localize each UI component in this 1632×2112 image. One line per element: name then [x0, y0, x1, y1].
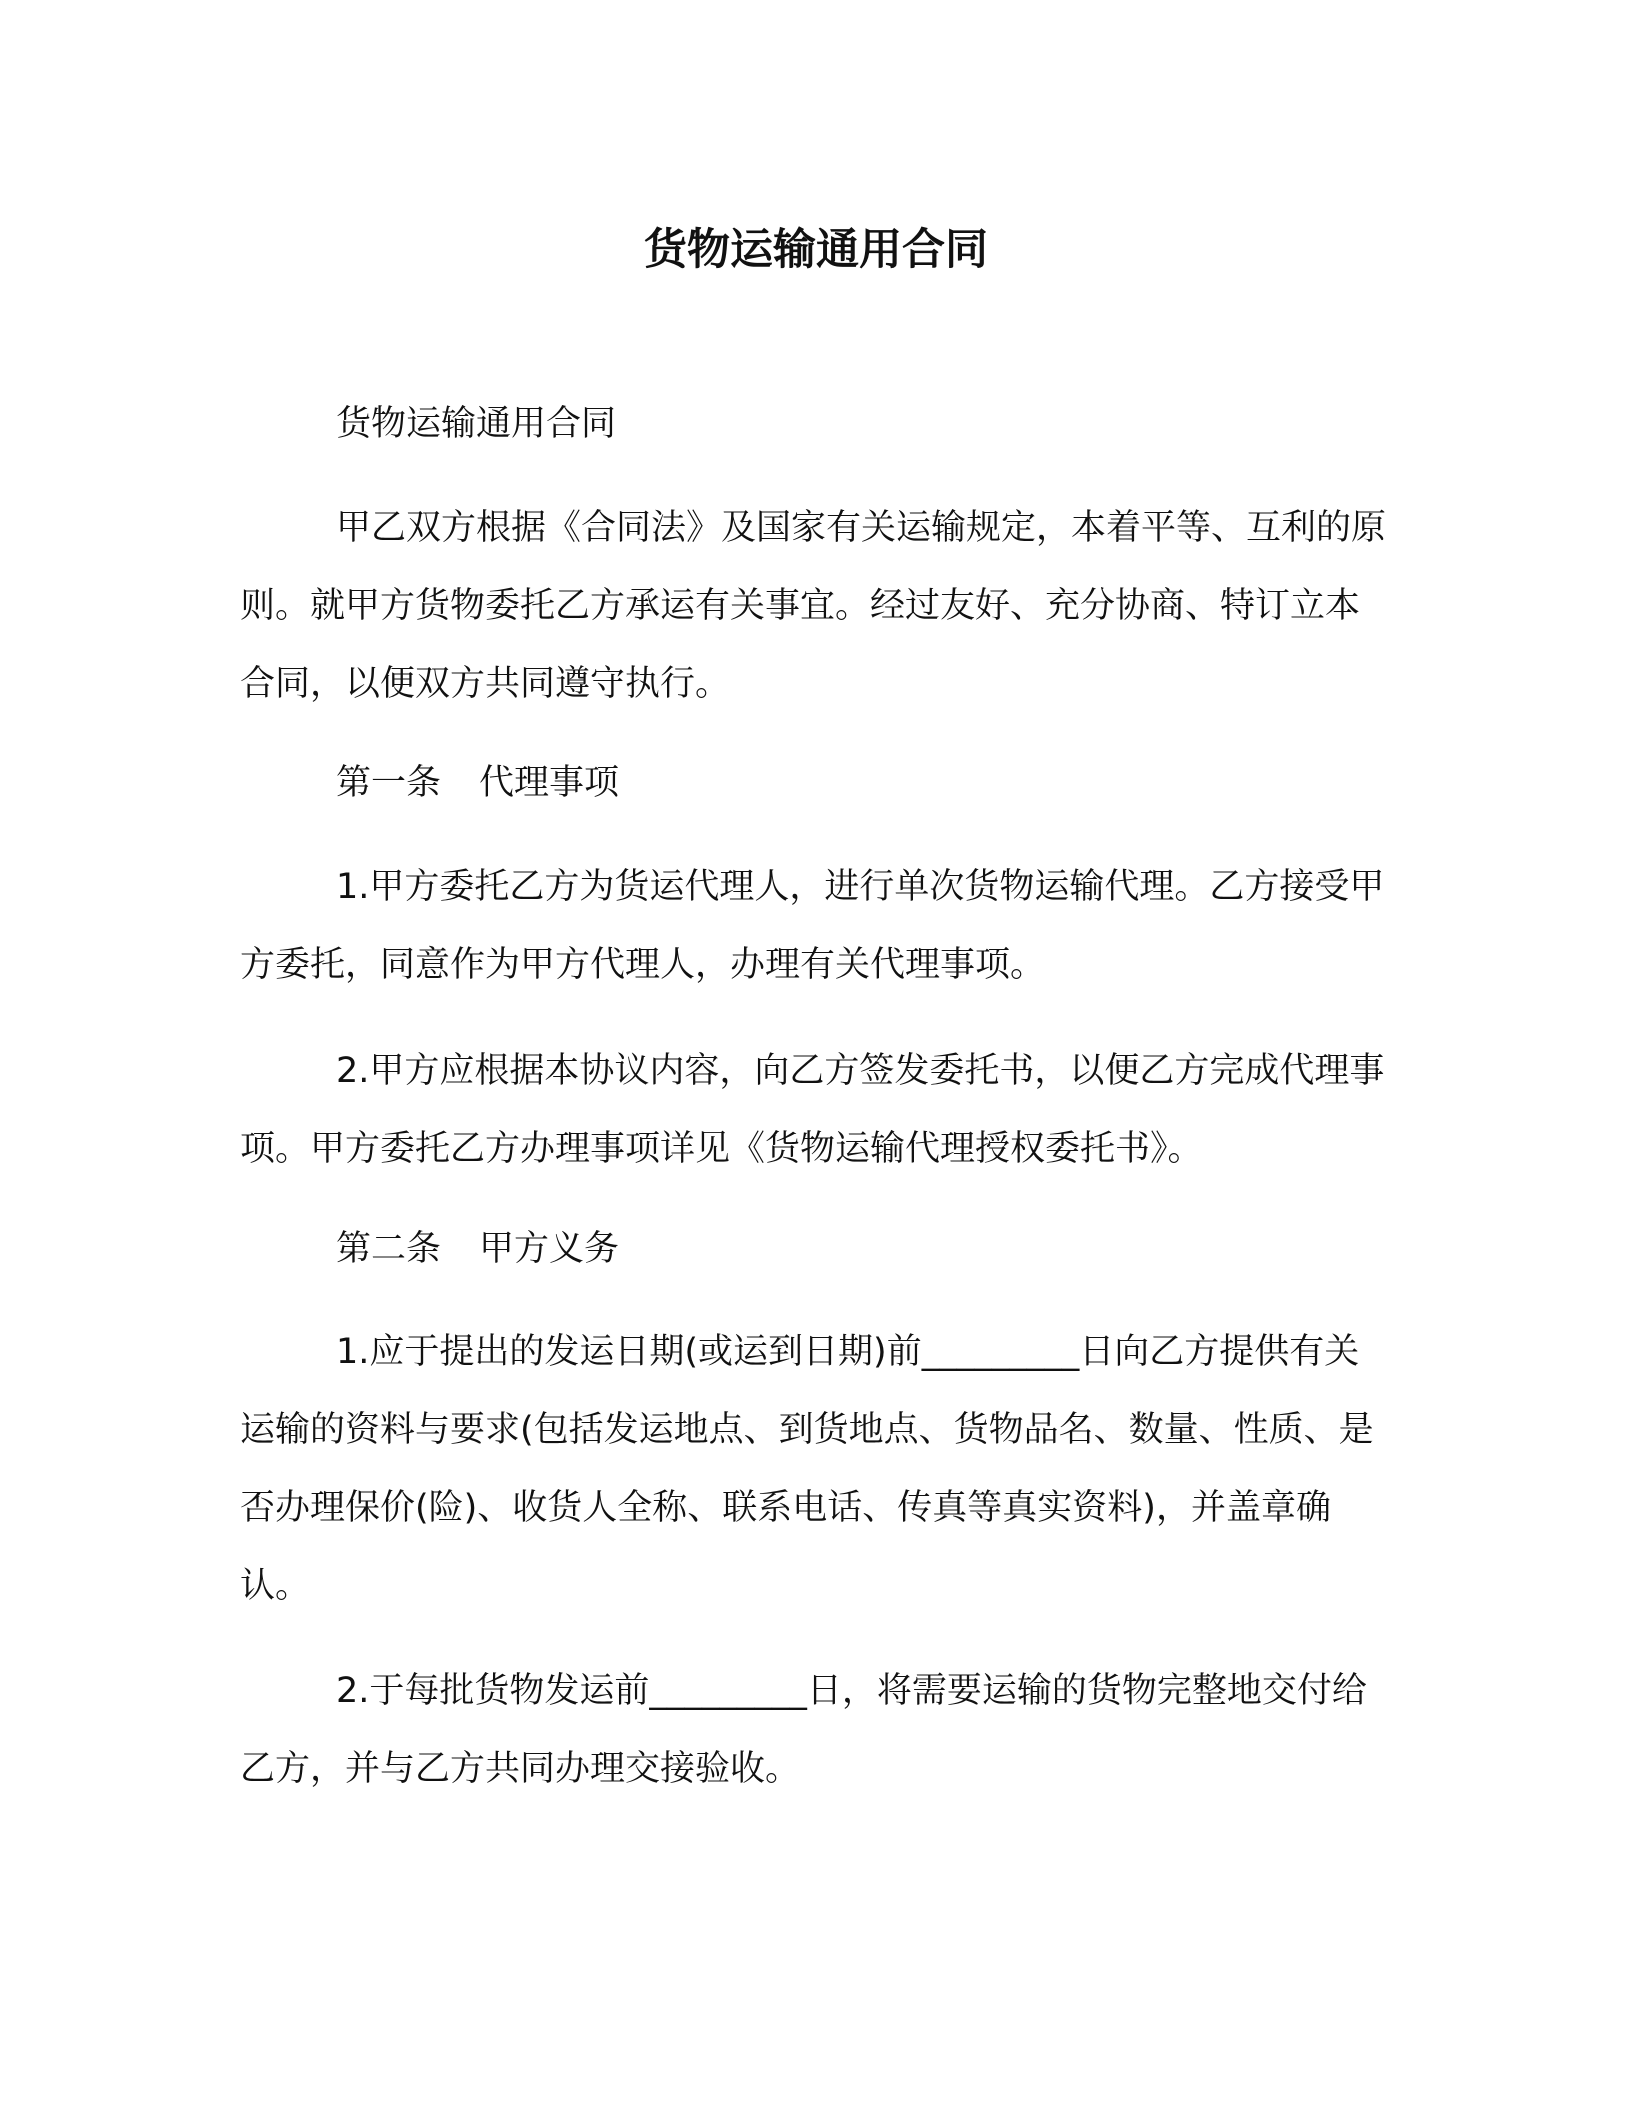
- article-1-heading: [240, 744, 1392, 822]
- article-2-number: 第二条: [336, 1229, 442, 1269]
- article-1-clause-2: 2.甲方应根据本协议内容，向乙方签发委托书，以便乙方完成代理事项。甲方委托乙方办理事项详见《货物运输代理授权委托书》。: [240, 1051, 1385, 1169]
- article-1-clause-1: 1.甲方委托乙方为货运代理人，进行单次货物运输代理。乙方接受甲方委托，同意作为甲方代理人，办理有关代理事项。: [240, 867, 1385, 985]
- article-2-heading: [240, 1210, 1392, 1288]
- article-1-number: 第一条: [336, 763, 442, 803]
- article-2-title: 甲方义务: [479, 1229, 620, 1269]
- intro-paragraph: 甲乙双方根据《合同法》及国家有关运输规定，本着平等、互利的原则。就甲方货物委托乙方承运有关事宜。经过友好、充分协商、特订立本合同，以便双方共同遵守执行。: [240, 508, 1387, 704]
- article-2-clause-2: 2.于每批货物发运前_________日，将需要运输的货物完整地交付给乙方，并与乙方共同办理交接验收。: [240, 1671, 1367, 1789]
- article-2-clause-1: 1.应于提出的发运日期(或运到日期)前_________日向乙方提供有关运输的资料与要求(包括发运地点、到货地点、货物品名、数量、性质、是否办理保价(险)、收货人全称、联系电话、传真等真实资料)，并盖章确认。: [240, 1332, 1374, 1606]
- document-title: 货物运输通用合同: [644, 225, 988, 275]
- document-subtitle: 货物运输通用合同: [336, 404, 617, 444]
- article-1-title: 代理事项: [479, 763, 620, 803]
